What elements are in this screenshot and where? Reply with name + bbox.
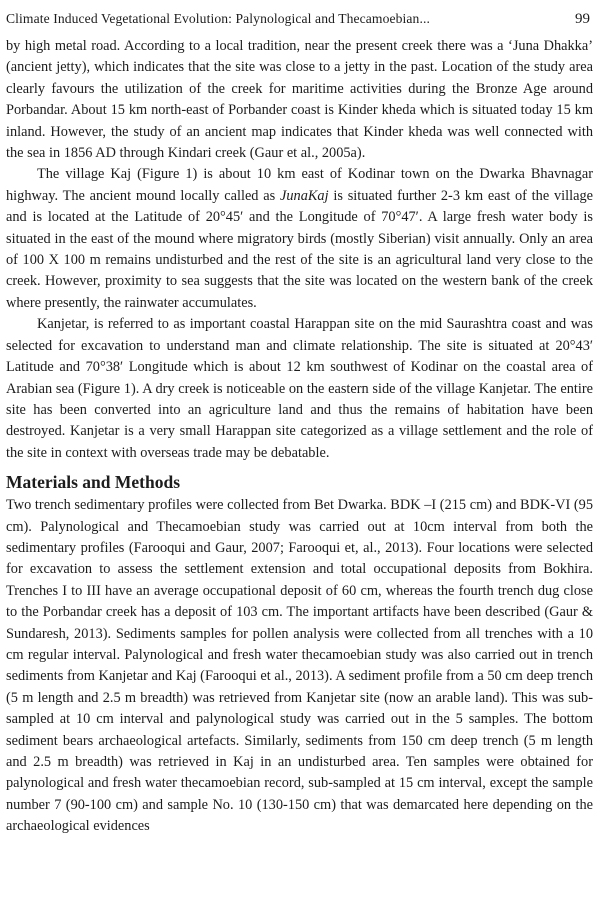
running-header (6, 6, 590, 32)
section-heading: Materials and Methods (6, 472, 181, 493)
paragraph-kaj-emphasis: JunaKaj (279, 187, 329, 204)
page-number: 99 (575, 10, 590, 27)
paragraph-kanjetar: Kanjetar, is referred to as important coastal Harappan site on the mid Saurashtra coast and was selected for excavation to understand man and climate relationship. The site is situated at 20°43′ Latitude and 70°38′ Longitude which is about 12 km southwest of Kodinar on the coastal area of Arabian sea (Figure 1). A dry creek is noticeable on the eastern side of the village Kanjetar. The entire site has been converted into an agriculture land and thus the remains of habitation have been destroyed. Kanjetar is a very small Harappan site categorized as a village settlement and the role of the site in context with overseas trade may be debatable. (6, 316, 593, 461)
paragraph-methods: Two trench sedimentary profiles were collected from Bet Dwarka. BDK –I (215 cm) and BDK-VI (95 cm). Palynological and Thecamoebian study was carried out at 10cm interval from both the sedimentary profiles (Farooqui and Gaur, 2007; Farooqui et, al., 2013). Four locations were selected for excavation to assess the settlement extension and total occupational deposits from Bokhira. Trenches I to III have an average occupational deposit of 60 cm, whereas the fourth trench dug close to the Porbandar creek has a deposit of 103 cm. The important artifacts have been described (Gaur & Sundaresh, 2013). Sediments samples for pollen analysis were collected from all trenches with a 10 cm regular interval. Palynological and fresh water thecamoebian study was also carried out in trench sediments from Kanjetar and Kaj (Farooqui et al., 2013). A sediment profile from a 50 cm deep trench (5 m length and 2.5 m breadth) was retrieved from Kanjetar site (now an arable land). This was sub-sampled at 10 cm interval and palynological study was carried out in the 5 samples. The bottom sediment bears archaeological artefacts. Similarly, sediments from 150 cm deep trench (5 m length and 2.5 m breadth) was retrieved in Kaj in an undisturbed area. Ten samples were obtained for palynological and fresh water thecamoebian record, sub-sampled at 15 cm interval, except the sample number 7 (90-100 cm) and sample No. 10 (130-150 cm) that was demarcated here depending on the archaeological evidences (6, 497, 593, 835)
paragraph-kaj-text-1: The village Kaj (Figure 1) is about 10 km east of Kodinar town on the Dwarka Bhavnagar highway. The ancient mound locally called as (6, 166, 593, 204)
paragraph-jetty: by high metal road. According to a local tradition, near the present creek there was a ‘Juna Dhakka’ (ancient jetty), which indicates that the site was close to a jetty in the past. Location of the study area clearly favours the utilization of the creek for maritime activities during the Bronze Age around Porbandar. About 15 km north-east of Porbander coast is Kinder kheda which is situated today 15 km inland. However, the study of an ancient map indicates that Kinder kheda was well connected with the sea in 1856 AD through Kindari creek (Gaur et al., 2005a). (6, 38, 593, 162)
paragraph-kaj-text-2: is situated further 2-3 km east of the village and is located at the Latitude of 20°45′ and the Longitude of 70°47′. A large fresh water body is situated in the east of the mound where migratory birds (mostly Siberian) visit annually. Only an area of 100 X 100 m remains undisturbed and the rest of the site is an agricultural land very close to the creek. However, proximity to sea suggests that the site was located on the western bank of the creek where presently, the rainwater accumulates. (6, 187, 593, 311)
running-title: Climate Induced Vegetational Evolution: Palynological and Thecamoebian... (6, 11, 430, 26)
paragraph-kaj (6, 164, 593, 314)
page-body (6, 36, 593, 838)
